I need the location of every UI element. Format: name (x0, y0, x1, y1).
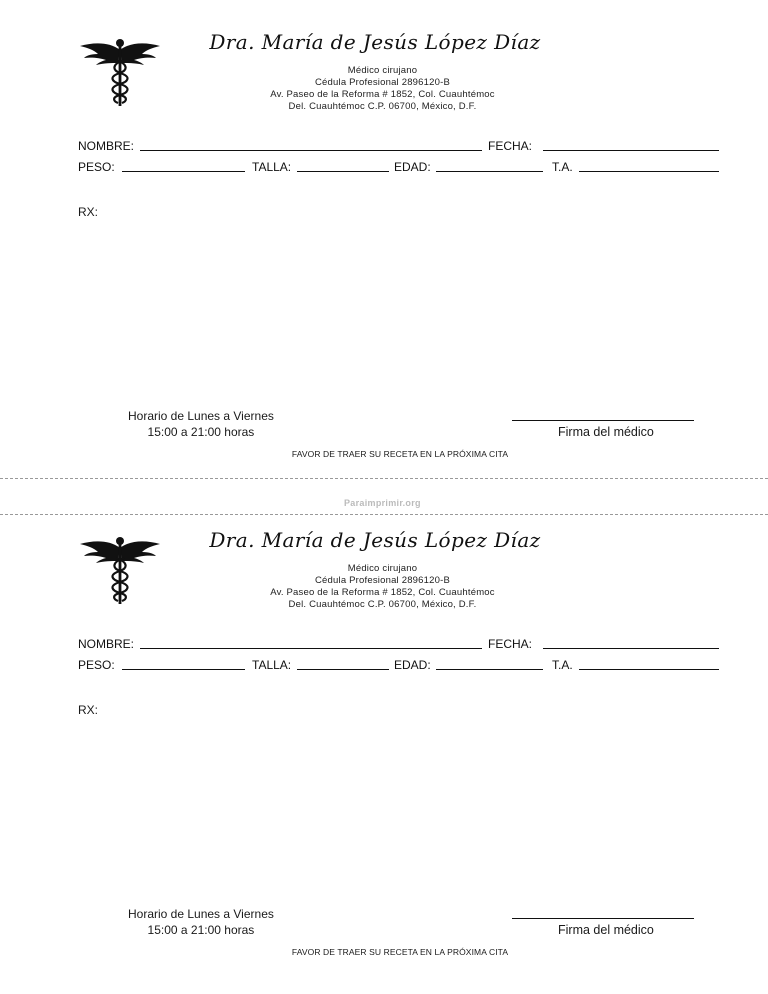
edad-field[interactable] (436, 171, 543, 172)
caduceus-icon (80, 534, 160, 606)
talla-label: TALLA: (252, 160, 292, 174)
professional-license: Cédula Profesional 2896120-B (315, 575, 450, 586)
address-line-1: Av. Paseo de la Reforma # 1852, Col. Cuauhtémoc (270, 89, 495, 100)
ta-field[interactable] (579, 669, 719, 670)
office-hours (128, 408, 274, 440)
fecha-field[interactable] (543, 648, 719, 649)
signature-line[interactable] (512, 918, 694, 919)
signature-line[interactable] (512, 420, 694, 421)
address-line-2: Del. Cuauhtémoc C.P. 06700, México, D.F. (288, 599, 477, 610)
prescription-slip-top (0, 0, 768, 470)
nombre-label: NOMBRE: (78, 637, 135, 651)
ta-label: T.A. (552, 658, 573, 672)
peso-label: PESO: (78, 658, 115, 672)
bring-prescription-notice: FAVOR DE TRAER SU RECETA EN LA PRÓXIMA CITA (291, 449, 509, 459)
prescription-slip-bottom (0, 498, 768, 968)
edad-label: EDAD: (394, 658, 431, 672)
caduceus-icon (80, 36, 160, 108)
talla-field[interactable] (297, 171, 389, 172)
peso-field[interactable] (122, 171, 245, 172)
doctor-specialty: Médico cirujano (347, 563, 418, 574)
office-hours (128, 906, 274, 938)
rx-label: RX: (78, 703, 99, 717)
fecha-field[interactable] (543, 150, 719, 151)
bring-prescription-notice: FAVOR DE TRAER SU RECETA EN LA PRÓXIMA CITA (291, 947, 509, 957)
doctor-name: Dra. María de Jesús López Díaz (209, 30, 541, 54)
rx-label: RX: (78, 205, 99, 219)
signature-label: Firma del médico (558, 425, 654, 439)
nombre-field[interactable] (140, 648, 482, 649)
peso-label: PESO: (78, 160, 115, 174)
cut-line-top (0, 478, 768, 479)
edad-label: EDAD: (394, 160, 431, 174)
office-hours-days: Horario de Lunes a Viernes (128, 409, 274, 423)
fecha-label: FECHA: (488, 139, 533, 153)
talla-field[interactable] (297, 669, 389, 670)
fecha-label: FECHA: (488, 637, 533, 651)
nombre-label: NOMBRE: (78, 139, 135, 153)
watermark: Paraimprimir.org (344, 498, 421, 508)
signature-label: Firma del médico (558, 923, 654, 937)
ta-label: T.A. (552, 160, 573, 174)
address-line-1: Av. Paseo de la Reforma # 1852, Col. Cuauhtémoc (270, 587, 495, 598)
talla-label: TALLA: (252, 658, 292, 672)
peso-field[interactable] (122, 669, 245, 670)
doctor-name: Dra. María de Jesús López Díaz (209, 528, 541, 552)
edad-field[interactable] (436, 669, 543, 670)
ta-field[interactable] (579, 171, 719, 172)
nombre-field[interactable] (140, 150, 482, 151)
office-hours-time: 15:00 a 21:00 horas (147, 923, 255, 937)
professional-license: Cédula Profesional 2896120-B (315, 77, 450, 88)
office-hours-time: 15:00 a 21:00 horas (147, 425, 255, 439)
office-hours-days: Horario de Lunes a Viernes (128, 907, 274, 921)
doctor-specialty: Médico cirujano (347, 65, 418, 76)
address-line-2: Del. Cuauhtémoc C.P. 06700, México, D.F. (288, 101, 477, 112)
